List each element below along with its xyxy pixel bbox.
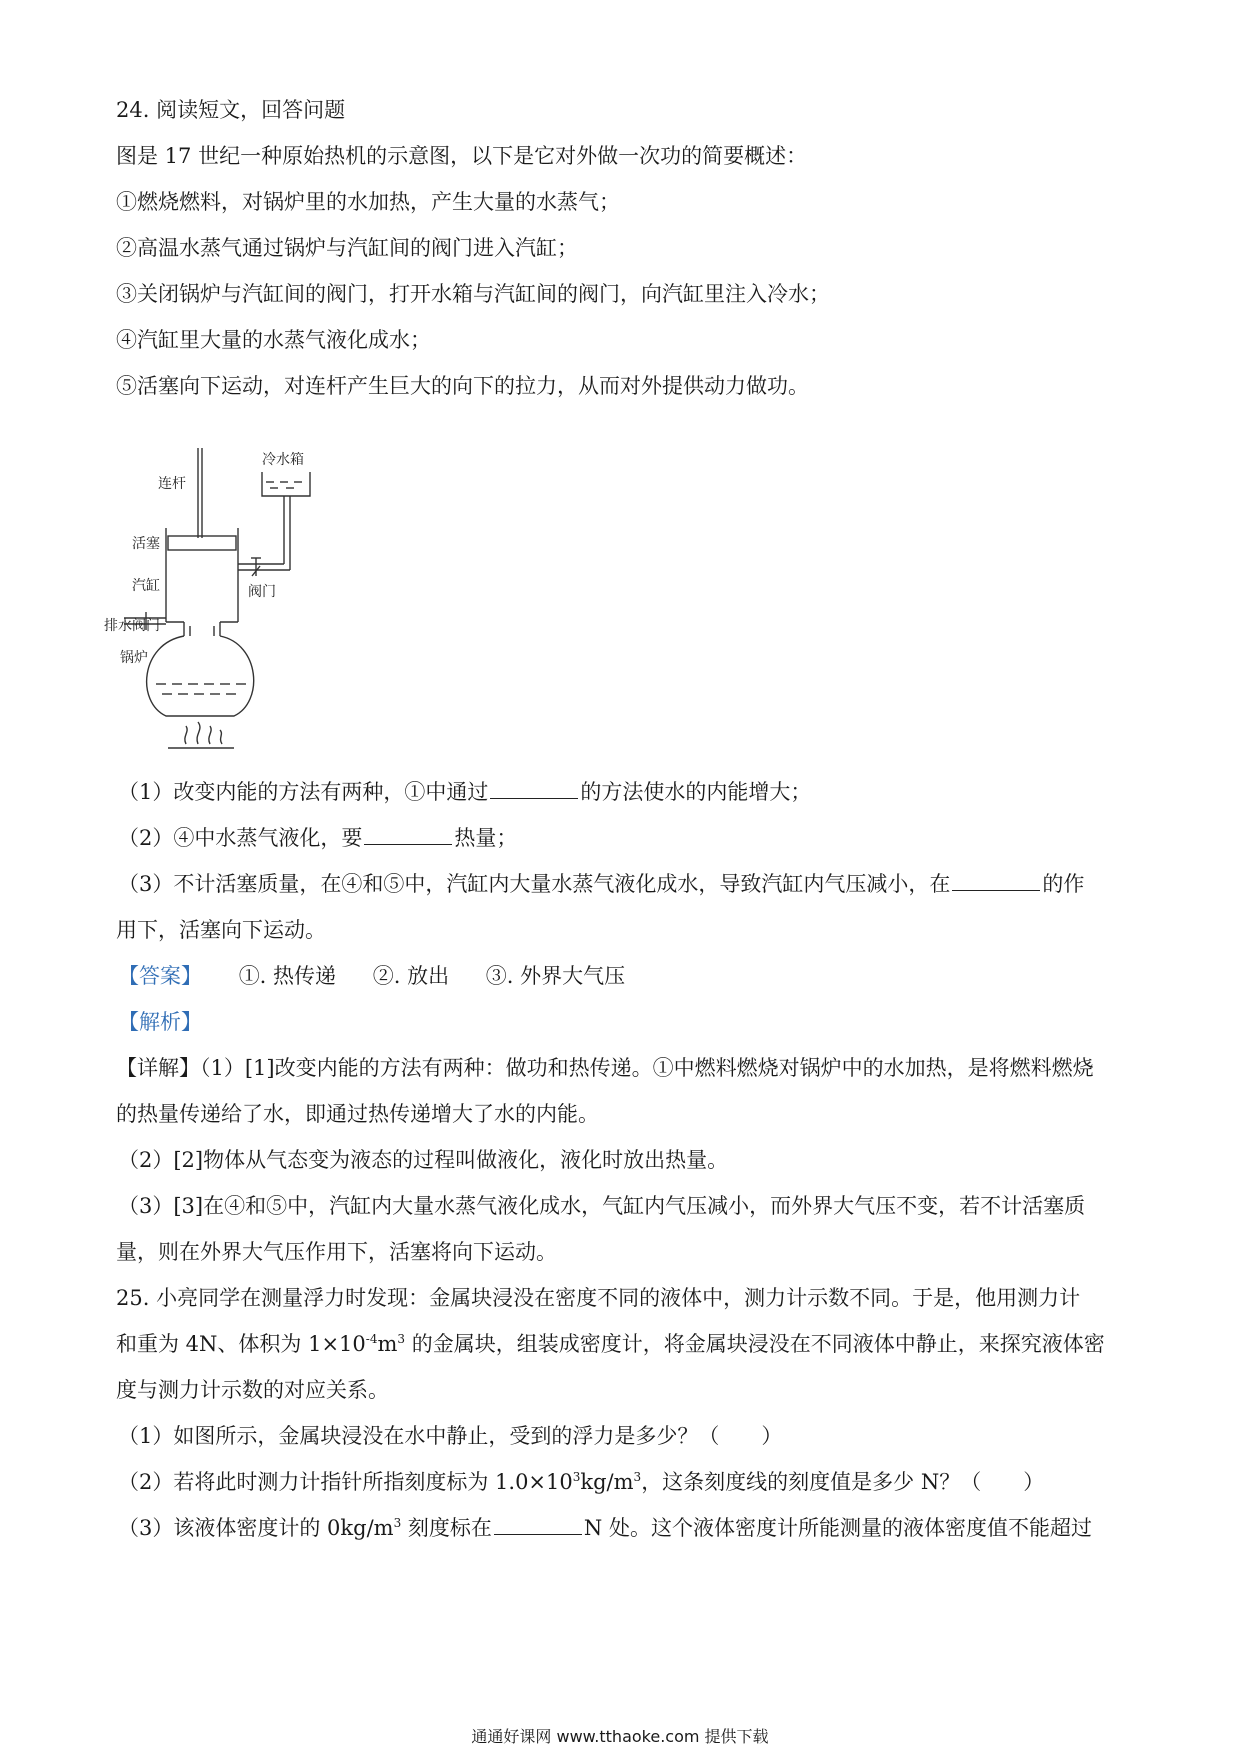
label-cylinder: 汽缸 bbox=[132, 578, 160, 594]
answer-blank bbox=[494, 1514, 582, 1535]
q24-step-1: ①燃烧燃料，对锅炉里的水加热，产生大量的水蒸气； bbox=[116, 190, 620, 214]
q25-line1: 25. 小亮同学在测量浮力时发现：金属块浸没在密度不同的液体中，测力计示数不同。于是，他用测力计 bbox=[116, 1286, 1081, 1310]
label-valve: 阀门 bbox=[248, 584, 276, 600]
q24-step-4: ④汽缸里大量的水蒸气液化成水； bbox=[116, 328, 431, 352]
q24-sub3-cont: 用下，活塞向下运动。 bbox=[116, 918, 326, 942]
q24-sub1: （1）改变内能的方法有两种，①中通过 的方法使水的内能增大； bbox=[118, 780, 812, 804]
detail-1b: 的热量传递给了水，即通过热传递增大了水的内能。 bbox=[116, 1102, 599, 1126]
q24-sub3: （3）不计活塞质量，在④和⑤中，汽缸内大量水蒸气液化成水，导致汽缸内气压减小，在 的作 bbox=[118, 872, 1085, 896]
q25-line2: 和重为 4N、体积为 $1\times 10^{-4}m^3$ 的金属块，组装成密度计，将金属块浸没在不同液体中静止，来探究液体密 bbox=[116, 1332, 1105, 1356]
answer-3: ③. 外界大气压 bbox=[485, 964, 626, 988]
label-rod: 连杆 bbox=[158, 476, 186, 492]
q24-title: 24. 阅读短文，回答问题 bbox=[116, 98, 346, 122]
q24-sub2: （2）④中水蒸气液化，要 热量； bbox=[118, 826, 518, 850]
detail-3a: （3）[3]在④和⑤中，汽缸内大量水蒸气液化成水，气缸内气压减小，而外界大气压不变，若不计活塞质 bbox=[118, 1194, 1086, 1218]
answer-blank bbox=[490, 778, 578, 799]
analysis-tag: 【解析】 bbox=[118, 1010, 202, 1034]
label-tank: 冷水箱 bbox=[262, 452, 304, 468]
q25-sub3: （3）该液体密度计的 $0kg/m^3$ 刻度标在 N 处。这个液体密度计所能测量的液体密度值不能超过 bbox=[118, 1516, 1092, 1540]
answer-1: ①. 热传递 bbox=[238, 964, 337, 988]
q25-line3: 度与测力计示数的对应关系。 bbox=[116, 1378, 389, 1402]
answer-2: ②. 放出 bbox=[372, 964, 450, 988]
answer-tag: 【答案】 bbox=[118, 964, 202, 988]
heat-engine-diagram bbox=[104, 440, 350, 760]
q25-sub2: （2）若将此时测力计指针所指刻度标为 $1.0\times 10^3kg/m^3$，这条刻度线的刻度值是多少 N？（ ） bbox=[118, 1470, 1045, 1494]
answer-blank bbox=[364, 824, 452, 845]
detail-3b: 量，则在外界大气压作用下，活塞将向下运动。 bbox=[116, 1240, 557, 1264]
q25-sub1: （1）如图所示，金属块浸没在水中静止，受到的浮力是多少？（ ） bbox=[118, 1424, 783, 1448]
q24-step-3: ③关闭锅炉与汽缸间的阀门，打开水箱与汽缸间的阀门，向汽缸里注入冷水； bbox=[116, 282, 830, 306]
label-drain-valve: 排水阀门 bbox=[104, 618, 160, 634]
answer-blank bbox=[952, 870, 1040, 891]
q24-step-5: ⑤活塞向下运动，对连杆产生巨大的向下的拉力，从而对外提供动力做功。 bbox=[116, 374, 809, 398]
answer-line bbox=[118, 962, 625, 990]
label-boiler: 锅炉 bbox=[120, 650, 148, 666]
detail-1a: 【详解】（1）[1]改变内能的方法有两种：做功和热传递。①中燃料燃烧对锅炉中的水加热，是将燃料燃烧 bbox=[116, 1056, 1094, 1080]
q24-intro: 图是 17 世纪一种原始热机的示意图，以下是它对外做一次功的简要概述： bbox=[116, 144, 808, 168]
footer-watermark: 通通好课网 www.tthaoke.com 提供下载 bbox=[471, 1727, 769, 1746]
q24-step-2: ②高温水蒸气通过锅炉与汽缸间的阀门进入汽缸； bbox=[116, 236, 578, 260]
label-piston: 活塞 bbox=[132, 536, 160, 552]
detail-2: （2）[2]物体从气态变为液态的过程叫做液化，液化时放出热量。 bbox=[118, 1148, 729, 1172]
